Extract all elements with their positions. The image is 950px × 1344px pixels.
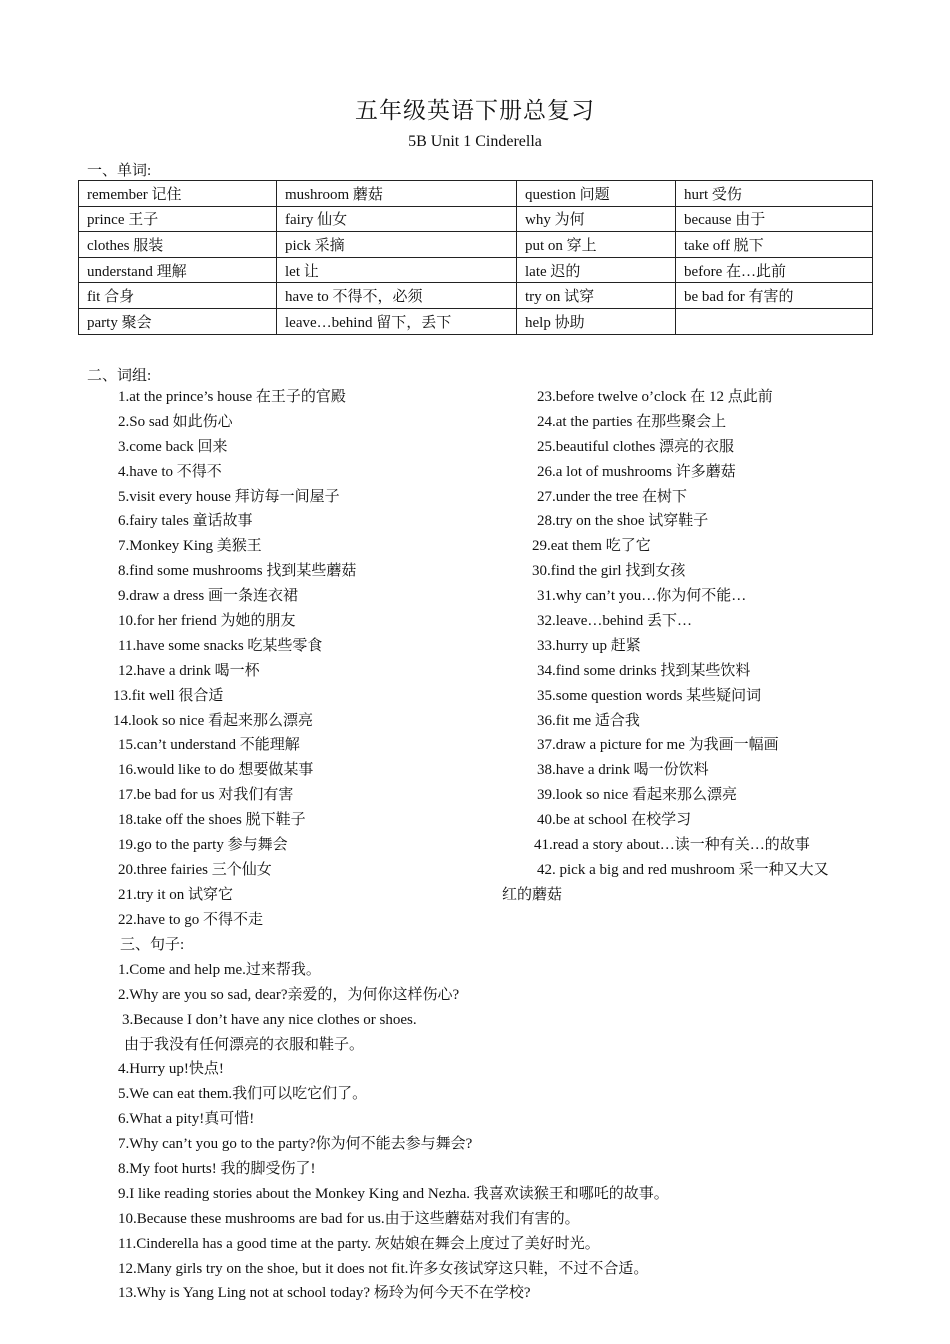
section-phrases-heading: 二、词组: [87, 368, 152, 384]
sentence-item: 4.Hurry up!快点! [118, 1061, 224, 1078]
phrase-item: 14.look so nice 看起来那么漂亮 [113, 712, 313, 729]
phrase-item: 32.leave…behind 丢下… [537, 613, 692, 630]
phrase-item: 26.a lot of mushrooms 许多蘑菇 [537, 463, 736, 480]
vocab-cell: be bad for 有害的 [676, 283, 873, 309]
vocabulary-table [78, 180, 873, 335]
phrase-item: 27.under the tree 在树下 [537, 488, 687, 505]
sentence-item: 2.Why are you so sad, dear?亲爱的，为何你这样伤心? [118, 986, 460, 1003]
phrase-item: 40.be at school 在校学习 [537, 812, 692, 829]
vocab-cell: clothes 服装 [79, 232, 277, 258]
phrases-right-column [502, 385, 829, 908]
phrase-item: 15.can’t understand 不能理解 [118, 737, 300, 754]
vocab-cell: why 为何 [517, 206, 676, 232]
vocab-cell: try on 试穿 [517, 283, 676, 309]
phrase-item: 29.eat them 吃了它 [532, 538, 651, 555]
phrase-item: 1.at the prince’s house 在王子的官殿 [118, 389, 346, 405]
vocab-row [79, 232, 873, 258]
phrase-item: 36.fit me 适合我 [537, 712, 640, 729]
phrase-item: 37.draw a picture for me 为我画一幅画 [537, 737, 779, 754]
sentence-item: 5.We can eat them.我们可以吃它们了。 [118, 1086, 368, 1103]
vocab-cell: late 迟的 [517, 257, 676, 283]
sentence-item: 1.Come and help me.过来帮我。 [118, 961, 321, 978]
vocab-cell [676, 308, 873, 334]
phrase-item: 20.three fairies 三个仙女 [118, 861, 272, 878]
vocab-cell: have to 不得不，必须 [277, 283, 517, 309]
vocab-row [79, 283, 873, 309]
vocab-cell: leave…behind 留下，丢下 [277, 308, 517, 334]
phrase-item: 11.have some snacks 吃某些零食 [118, 637, 323, 654]
phrase-item: 33.hurry up 赶紧 [537, 637, 641, 654]
vocab-cell: pick 采摘 [277, 232, 517, 258]
section-sentences-heading: 三、句子: [120, 937, 185, 953]
phrase-item: 34.find some drinks 找到某些饮料 [537, 662, 751, 679]
vocab-row [79, 308, 873, 334]
phrase-item: 28.try on the shoe 试穿鞋子 [537, 513, 709, 530]
phrase-item: 9.draw a dress 画一条连衣裙 [118, 588, 298, 605]
sentence-item: 6.What a pity!真可惜! [118, 1111, 255, 1128]
vocab-cell: prince 王子 [79, 206, 277, 232]
unit-subtitle: 5B Unit 1 Cinderella [408, 133, 542, 150]
sentence-item: 13.Why is Yang Ling not at school today? 杨玲为何今天不在学校? [118, 1285, 531, 1302]
phrase-item: 21.try it on 试穿它 [118, 886, 233, 903]
phrase-item: 38.have a drink 喝一份饮料 [537, 762, 709, 779]
vocab-cell: take off 脱下 [676, 232, 873, 258]
section-words-heading: 一、单词: [87, 163, 152, 179]
phrase-item: 25.beautiful clothes 漂亮的衣服 [537, 438, 735, 455]
sentence-item: 7.Why can’t you go to the party?你为何不能去参与舞会? [118, 1136, 473, 1153]
phrase-item: 12.have a drink 喝一杯 [118, 662, 260, 679]
sentence-item: 10.Because these mushrooms are bad for us.由于这些蘑菇对我们有害的。 [118, 1210, 580, 1227]
phrase-item: 7.Monkey King 美猴王 [118, 538, 262, 555]
vocab-cell: fairy 仙女 [277, 206, 517, 232]
phrase-item: 22.have to go 不得不走 [118, 911, 263, 928]
sentences-section [118, 933, 669, 1306]
sentence-item: 8.My foot hurts! 我的脚受伤了! [118, 1161, 316, 1178]
sentence-item: 3.Because I don’t have any nice clothes or shoes. [122, 1011, 417, 1028]
phrase-item: 8.find some mushrooms 找到某些蘑菇 [118, 563, 357, 580]
vocab-cell: question 问题 [517, 181, 676, 207]
phrase-item: 13.fit well 很合适 [113, 687, 224, 704]
vocab-cell: mushroom 蘑菇 [277, 181, 517, 207]
phrase-item: 39.look so nice 看起来那么漂亮 [537, 787, 737, 804]
vocab-cell: party 聚会 [79, 308, 277, 334]
vocab-cell: understand 理解 [79, 257, 277, 283]
vocab-cell: hurt 受伤 [676, 181, 873, 207]
phrase-item: 3.come back 回来 [118, 438, 228, 455]
phrase-item: 23.before twelve o’clock 在 12 点此前 [537, 389, 773, 405]
phrase-item: 6.fairy tales 童话故事 [118, 513, 253, 530]
phrase-item: 红的蘑菇 [502, 886, 563, 903]
phrase-item: 24.at the parties 在那些聚会上 [537, 413, 727, 430]
phrase-item: 19.go to the party 参与舞会 [118, 837, 288, 854]
vocab-row [79, 206, 873, 232]
phrase-item: 18.take off the shoes 脱下鞋子 [118, 812, 306, 829]
vocab-cell: put on 穿上 [517, 232, 676, 258]
phrase-item: 10.for her friend 为她的朋友 [118, 613, 296, 630]
phrase-item: 35.some question words 某些疑问词 [537, 687, 762, 704]
vocab-cell: remember 记住 [79, 181, 277, 207]
vocab-cell: before 在…此前 [676, 257, 873, 283]
vocab-row [79, 181, 873, 207]
vocab-cell: help 协助 [517, 308, 676, 334]
phrases-left-column [113, 385, 357, 933]
vocab-row [79, 257, 873, 283]
sentence-item: 9.I like reading stories about the Monkey King and Nezha. 我喜欢读猴王和哪吒的故事。 [118, 1185, 669, 1202]
sentence-item: 11.Cinderella has a good time at the party. 灰姑娘在舞会上度过了美好时光。 [118, 1235, 600, 1252]
vocab-cell: because 由于 [676, 206, 873, 232]
vocab-cell: let 让 [277, 257, 517, 283]
phrase-item: 30.find the girl 找到女孩 [532, 563, 686, 580]
phrase-item: 17.be bad for us 对我们有害 [118, 787, 294, 804]
phrase-item: 41.read a story about…读一种有关…的故事 [534, 837, 810, 854]
sentence-item: 12.Many girls try on the shoe, but it does not fit.许多女孩试穿这只鞋，不过不合适。 [118, 1260, 649, 1277]
phrase-item: 5.visit every house 拜访每一间屋子 [118, 488, 340, 505]
phrase-item: 42. pick a big and red mushroom 采一种又大又 [537, 861, 829, 878]
phrase-item: 4.have to 不得不 [118, 463, 222, 480]
page-title: 五年级英语下册总复习 [355, 98, 595, 123]
phrase-item: 16.would like to do 想要做某事 [118, 762, 314, 779]
phrase-item: 2.So sad 如此伤心 [118, 413, 233, 430]
phrase-item: 31.why can’t you…你为何不能… [537, 588, 747, 605]
vocab-cell: fit 合身 [79, 283, 277, 309]
sentence-item: 由于我没有任何漂亮的衣服和鞋子。 [124, 1036, 365, 1053]
